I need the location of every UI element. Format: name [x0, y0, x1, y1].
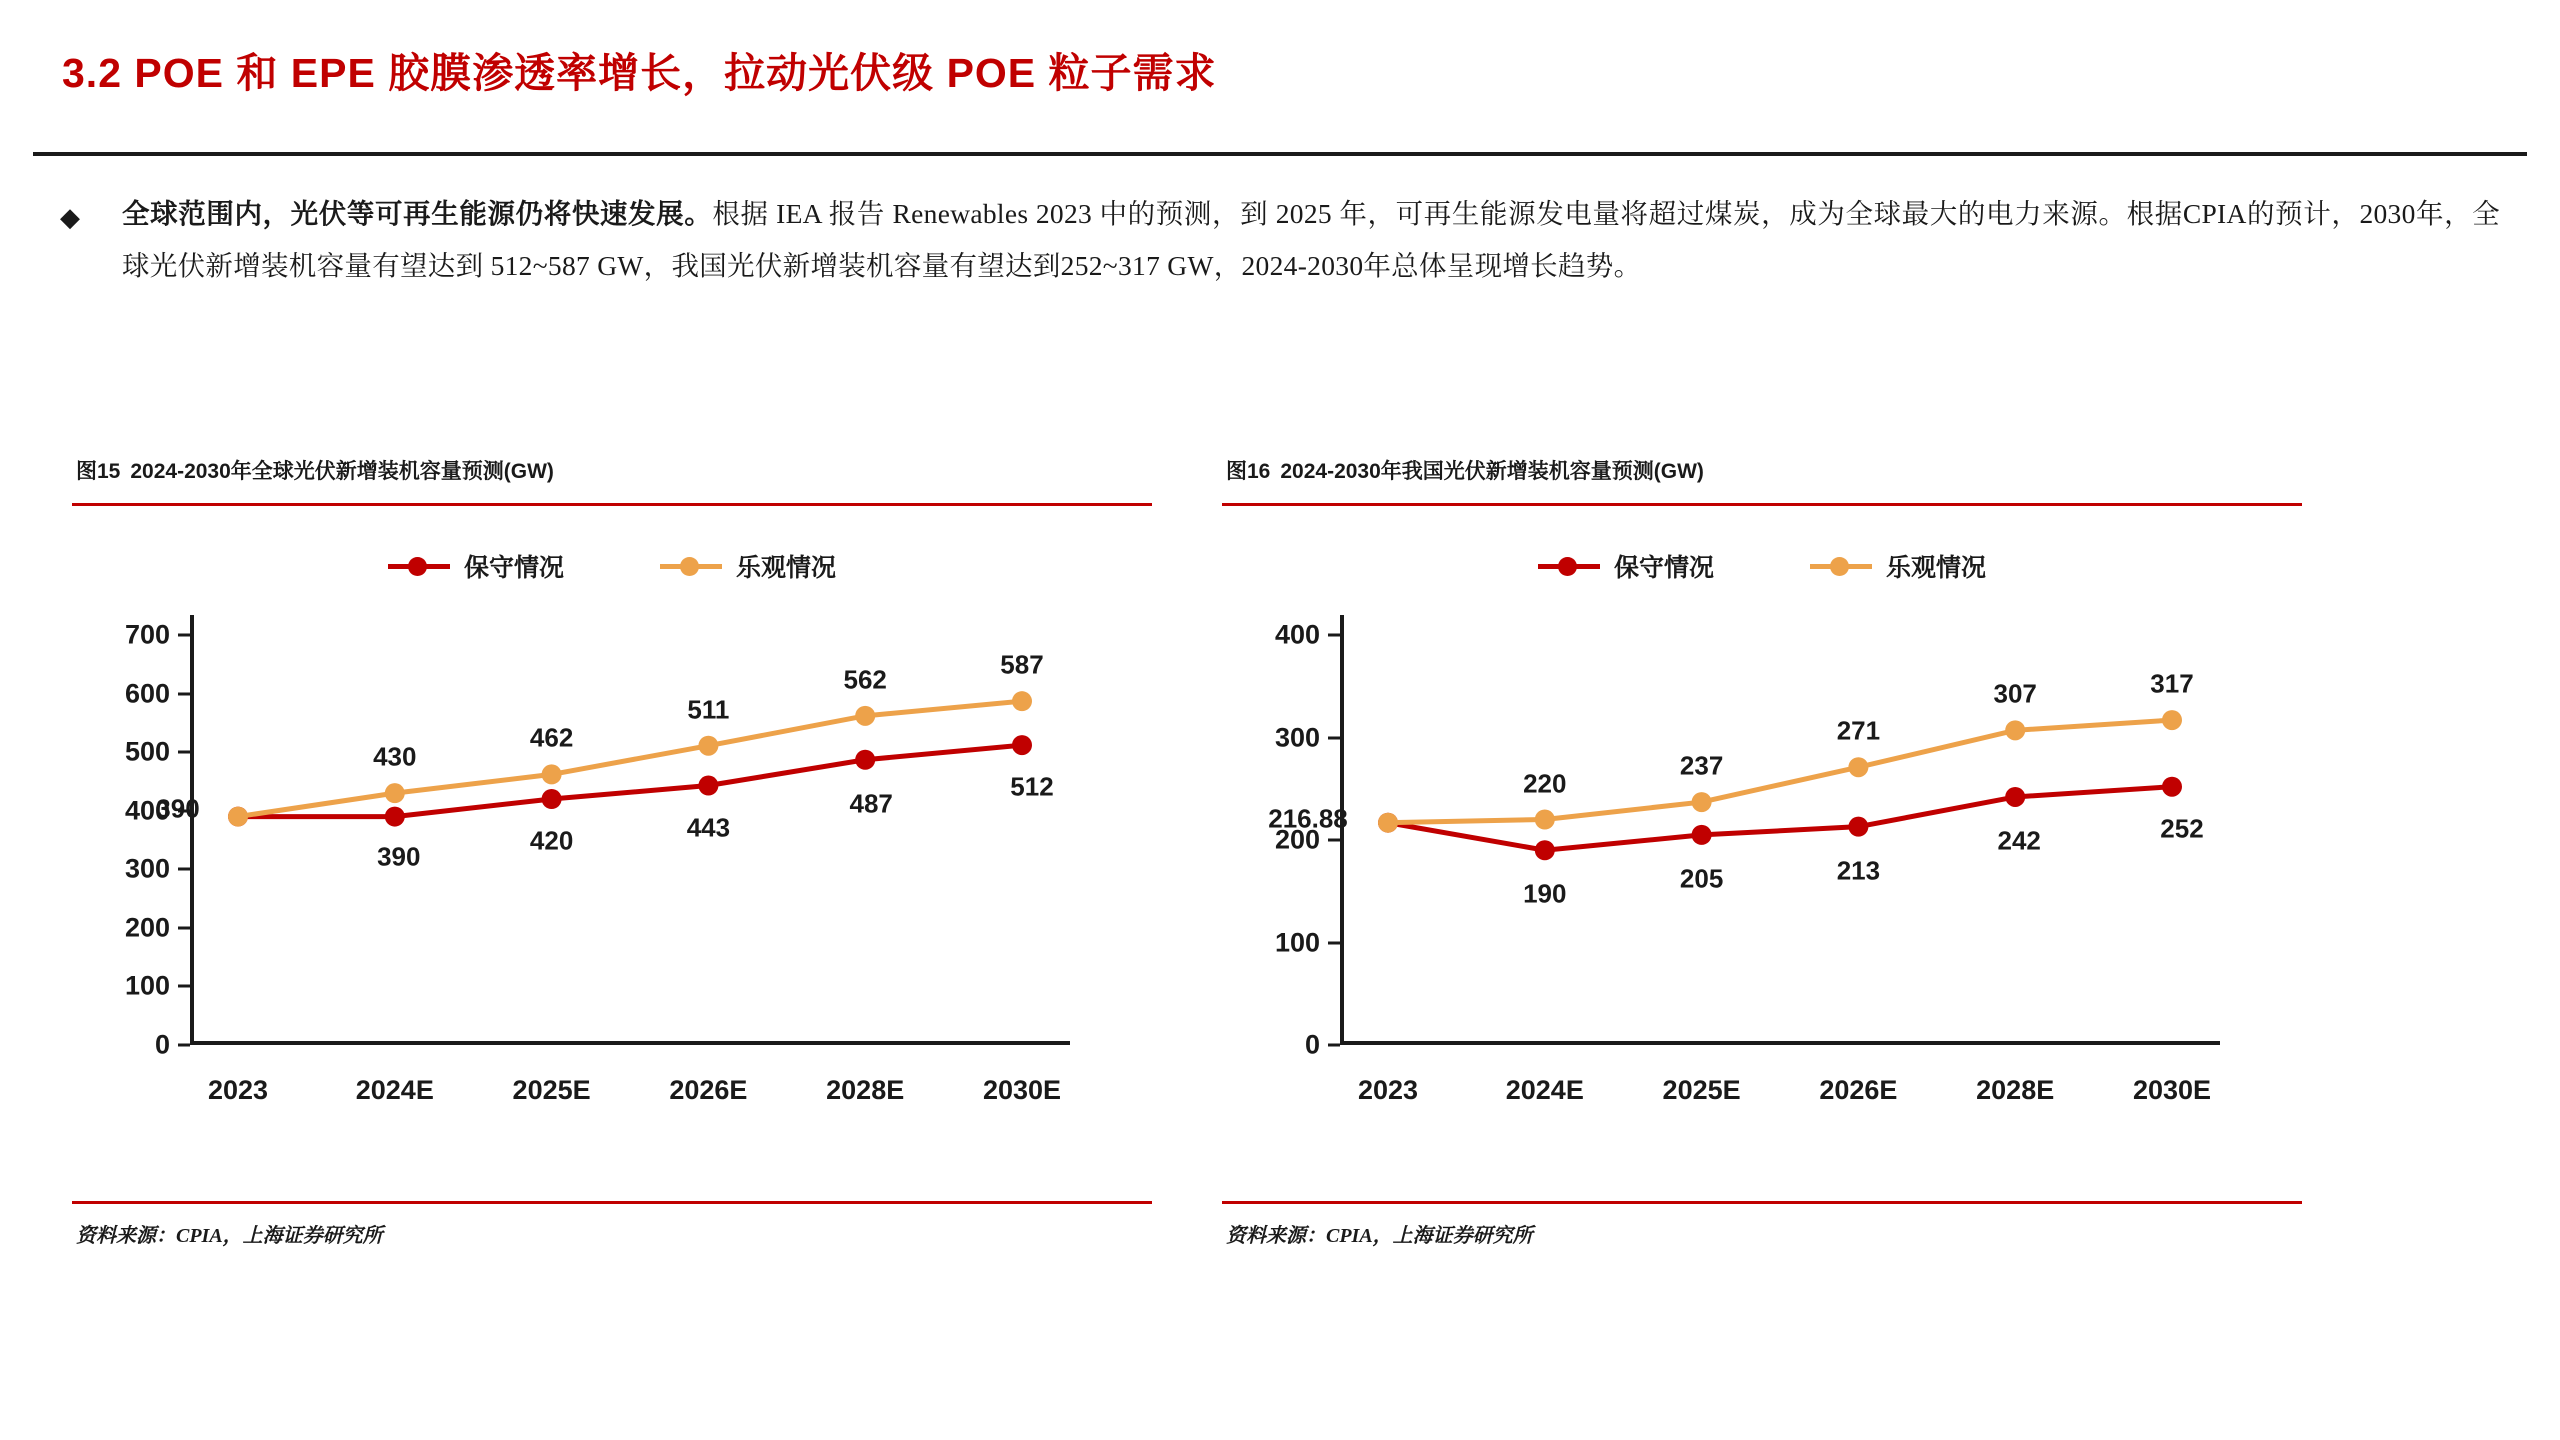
chart-series-lines	[1340, 615, 2220, 1045]
x-axis-tick-label: 2025E	[1662, 1075, 1741, 1105]
y-axis-tick-mark	[1328, 839, 1340, 842]
series-point	[855, 750, 875, 770]
chart-legend	[72, 548, 1152, 584]
series-point	[1692, 825, 1712, 845]
series-point	[1535, 840, 1555, 860]
chart-china	[1222, 510, 2302, 1170]
chart-source-global: 资料来源：CPIA，上海证券研究所	[76, 1225, 383, 1247]
y-axis-tick-mark	[178, 985, 190, 988]
title-divider	[33, 152, 2527, 156]
figure-caption-text: 2024-2030年我国光伏新增装机容量预测(GW)	[1280, 460, 1704, 483]
data-label-conservative: 190	[1523, 878, 1567, 909]
series-point	[1012, 691, 1032, 711]
data-label-conservative: 443	[686, 812, 731, 843]
y-axis-tick-mark	[178, 868, 190, 871]
data-label-conservative: 213	[1836, 855, 1881, 886]
data-label-shared: 390	[156, 793, 200, 824]
x-axis-tick-label: 2028E	[1976, 1075, 2055, 1105]
y-axis-tick-mark	[178, 634, 190, 637]
x-axis-tick-label: 2024E	[355, 1075, 434, 1105]
y-axis-tick-mark	[178, 751, 190, 754]
data-label-conservative: 252	[2160, 813, 2204, 844]
data-label-shared: 216.88	[1268, 803, 1348, 834]
legend-line-optimistic	[1810, 564, 1872, 569]
series-line	[1388, 720, 2172, 823]
series-point	[855, 706, 875, 726]
legend-item-optimistic	[1810, 548, 1986, 584]
chart-legend	[1222, 548, 2302, 584]
chart-panel-global	[72, 455, 1192, 1247]
series-point	[2162, 777, 2182, 797]
data-label-conservative: 487	[849, 788, 893, 819]
series-line	[238, 701, 1022, 816]
legend-label-conservative: 保守情况	[463, 554, 564, 582]
figure-number: 图16	[1226, 460, 1271, 483]
legend-label-optimistic: 乐观情况	[1886, 554, 1987, 582]
y-axis-tick-label: 600	[124, 678, 170, 709]
series-point	[385, 783, 405, 803]
bullet-diamond-icon: ◆	[60, 202, 80, 232]
series-line	[238, 745, 1022, 816]
series-point	[542, 789, 562, 809]
y-axis-tick-label: 300	[1274, 722, 1320, 752]
data-label-conservative: 390	[377, 841, 421, 872]
x-axis-tick-label: 2025E	[512, 1075, 591, 1105]
chart-global	[72, 510, 1152, 1170]
body-bullet	[60, 188, 2500, 292]
y-axis-tick-mark	[178, 926, 190, 929]
series-point	[1692, 792, 1712, 812]
chart-series-lines	[190, 615, 1070, 1045]
y-axis-tick-mark	[1328, 736, 1340, 739]
chart-caption-global	[72, 455, 1192, 485]
y-axis-tick-mark	[1328, 1044, 1340, 1047]
legend-item-conservative	[388, 548, 564, 584]
data-label-conservative: 242	[1997, 825, 2041, 856]
series-point	[1378, 813, 1398, 833]
x-axis-tick-label: 2023	[1357, 1075, 1419, 1105]
x-axis-tick-label: 2024E	[1505, 1075, 1584, 1105]
data-label-optimistic: 430	[373, 741, 417, 772]
footer-divider	[1222, 1201, 2302, 1204]
series-point	[228, 807, 248, 827]
body-paragraph	[122, 188, 2500, 292]
y-axis-tick-label: 200	[1274, 824, 1320, 855]
y-axis-tick-label: 0	[154, 1029, 170, 1060]
legend-line-optimistic	[660, 564, 722, 569]
body-paragraph-rest: 根据 IEA 报告 Renewables 2023 中的预测，到 2025 年，可再生能源发电量将超过煤炭，成为全球最大的电力来源。根据CPIA的预计，2030年，全球光伏新增装机容量有望达到 512~587 GW，我国光伏新增装机容量有望达到252~317 GW，2024-2030年总体呈现增长趋势。	[122, 198, 2500, 281]
legend-item-optimistic	[660, 548, 836, 584]
data-label-optimistic: 511	[687, 694, 730, 725]
series-point	[2005, 787, 2025, 807]
data-label-optimistic: 317	[2150, 668, 2194, 699]
series-point	[1012, 735, 1032, 755]
y-axis-tick-label: 200	[124, 912, 170, 943]
data-label-conservative: 205	[1679, 863, 1724, 894]
data-label-optimistic: 587	[1000, 649, 1044, 680]
footer-divider	[72, 1201, 1152, 1204]
caption-divider	[72, 503, 1152, 506]
y-axis-tick-label: 400	[1274, 619, 1320, 650]
legend-item-conservative	[1538, 548, 1714, 584]
series-point	[542, 764, 562, 784]
y-axis-tick-label: 400	[124, 795, 170, 826]
chart-plot-area	[1268, 615, 2220, 1105]
legend-line-conservative	[388, 564, 450, 569]
legend-marker-optimistic	[1830, 557, 1849, 576]
legend-label-optimistic: 乐观情况	[736, 554, 837, 582]
body-paragraph-lead: 全球范围内，光伏等可再生能源仍将快速发展。	[122, 198, 713, 229]
series-point	[1848, 817, 1868, 837]
y-axis-tick-mark	[1328, 634, 1340, 637]
series-point	[1848, 757, 1868, 777]
x-axis-tick-label: 2023	[207, 1075, 269, 1105]
figure-number: 图15	[76, 460, 121, 483]
y-axis-tick-mark	[178, 692, 190, 695]
legend-marker-optimistic	[680, 557, 699, 576]
chart-panel-china	[1222, 455, 2342, 1247]
x-axis-tick-label: 2026E	[1819, 1075, 1898, 1105]
page-title: 3.2 POE 和 EPE 胶膜渗透率增长，拉动光伏级 POE 粒子需求	[62, 50, 1217, 96]
series-point	[385, 807, 405, 827]
chart-plot-area	[124, 615, 1070, 1105]
data-label-optimistic: 237	[1679, 750, 1724, 781]
data-label-conservative: 512	[1010, 771, 1054, 802]
legend-line-conservative	[1538, 564, 1600, 569]
y-axis-tick-label: 0	[1304, 1029, 1320, 1060]
series-point	[698, 776, 718, 796]
y-axis-tick-label: 700	[124, 619, 170, 650]
data-label-optimistic: 220	[1523, 768, 1567, 798]
series-point	[698, 736, 718, 756]
data-label-conservative: 420	[529, 825, 574, 856]
y-axis-tick-label: 100	[124, 970, 170, 1001]
chart-source-china: 资料来源：CPIA，上海证券研究所	[1226, 1225, 1533, 1247]
x-axis-tick-label: 2026E	[669, 1075, 748, 1105]
legend-marker-conservative	[1558, 557, 1577, 576]
data-label-optimistic: 462	[529, 722, 574, 753]
y-axis-tick-label: 500	[124, 736, 170, 767]
legend-marker-conservative	[408, 557, 427, 576]
y-axis-tick-mark	[178, 1044, 190, 1047]
x-axis-tick-label: 2030E	[982, 1075, 1062, 1105]
chart-caption-china	[1222, 455, 2342, 485]
data-label-optimistic: 307	[1993, 678, 2037, 709]
y-axis-tick-mark	[1328, 941, 1340, 944]
x-axis-tick-label: 2028E	[826, 1075, 905, 1105]
series-point	[2005, 720, 2025, 740]
figure-caption-text: 2024-2030年全球光伏新增装机容量预测(GW)	[130, 460, 554, 483]
y-axis-tick-label: 100	[1274, 927, 1320, 957]
data-label-optimistic: 271	[1836, 715, 1881, 746]
caption-divider	[1222, 503, 2302, 506]
x-axis-tick-label: 2030E	[2132, 1075, 2212, 1105]
series-point	[1535, 810, 1555, 830]
data-label-optimistic: 562	[843, 664, 887, 695]
y-axis-tick-label: 300	[124, 853, 170, 884]
series-point	[2162, 710, 2182, 730]
legend-label-conservative: 保守情况	[1613, 554, 1714, 582]
